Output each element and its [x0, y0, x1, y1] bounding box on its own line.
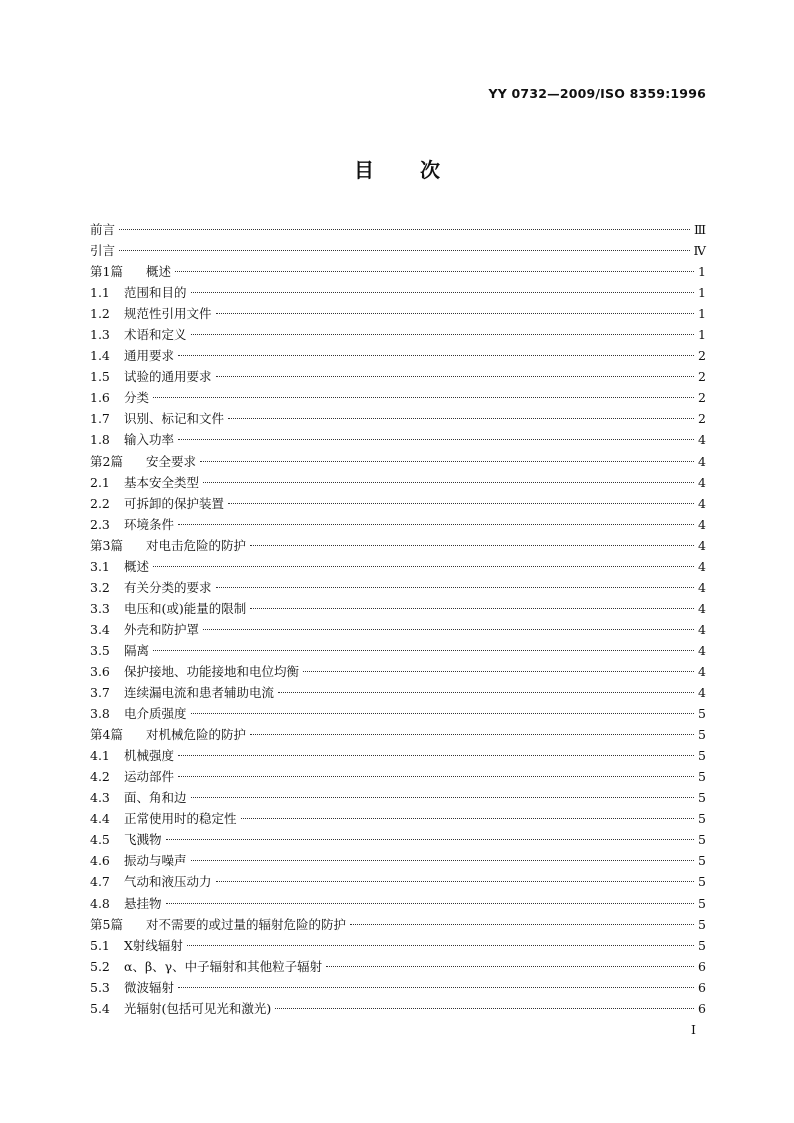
toc-entry-label: 外壳和防护罩: [124, 621, 200, 637]
toc-entry-number: 4.3: [90, 790, 110, 806]
dot-leader: [216, 312, 694, 314]
toc-entry[interactable]: [90, 661, 706, 682]
toc-entry-page: 5: [698, 895, 706, 911]
dot-leader: [153, 396, 694, 398]
toc-entry-page: 4: [698, 495, 706, 511]
toc-entry-number: 4.7: [90, 874, 110, 890]
table-of-contents: [90, 219, 706, 1019]
toc-entry[interactable]: [90, 766, 706, 787]
toc-entry-page: 5: [698, 748, 706, 764]
toc-entry-page: 4: [698, 537, 706, 553]
toc-entry[interactable]: [90, 871, 706, 892]
toc-entry-label: 连续漏电流和患者辅助电流: [124, 685, 275, 701]
toc-entry[interactable]: [90, 535, 706, 556]
dot-leader: [191, 333, 694, 335]
toc-entry-page: 4: [698, 642, 706, 658]
toc-entry[interactable]: [90, 850, 706, 871]
toc-entry-page: 2: [698, 348, 706, 364]
dot-leader: [216, 375, 694, 377]
toc-entry-number: 第4篇: [90, 727, 123, 743]
toc-entry-page: 4: [698, 663, 706, 679]
toc-entry-label: 对机械危险的防护: [146, 727, 247, 743]
dot-leader: [191, 796, 694, 798]
toc-entry-number: 3.1: [90, 558, 110, 574]
toc-entry-number: 1.6: [90, 390, 110, 406]
toc-entry[interactable]: [90, 324, 706, 345]
toc-entry[interactable]: [90, 956, 706, 977]
toc-entry-label: 规范性引用文件: [124, 306, 212, 322]
toc-entry[interactable]: [90, 303, 706, 324]
toc-entry-page: 4: [698, 558, 706, 574]
toc-entry-number: 4.2: [90, 769, 110, 785]
toc-entry-label: 光辐射(包括可见光和激光): [124, 1000, 272, 1016]
toc-entry-page: 4: [698, 579, 706, 595]
toc-entry-label: 面、角和边: [124, 790, 187, 806]
toc-entry[interactable]: [90, 787, 706, 808]
toc-entry-label: 前言: [90, 222, 116, 237]
toc-entry[interactable]: [90, 724, 706, 745]
toc-entry-page: 5: [698, 853, 706, 869]
toc-entry-page: 5: [698, 727, 706, 743]
toc-entry-label: 术语和定义: [124, 327, 187, 343]
toc-entry[interactable]: [90, 935, 706, 956]
toc-entry-label: 保护接地、功能接地和电位均衡: [124, 663, 300, 679]
dot-leader: [326, 965, 694, 967]
toc-entry-page: 5: [698, 832, 706, 848]
toc-entry[interactable]: [90, 745, 706, 766]
toc-entry[interactable]: [90, 577, 706, 598]
dot-leader: [119, 228, 690, 230]
dot-leader: [153, 649, 694, 651]
toc-entry-label: 概述: [124, 558, 150, 574]
toc-entry[interactable]: [90, 261, 706, 282]
toc-entry[interactable]: [90, 682, 706, 703]
dot-leader: [178, 986, 694, 988]
toc-entry[interactable]: [90, 408, 706, 429]
toc-entry-label: 通用要求: [124, 348, 175, 364]
toc-entry-label: 隔离: [124, 642, 150, 658]
dot-leader: [178, 523, 694, 525]
toc-entry-number: 2.1: [90, 474, 110, 490]
toc-entry-page: 5: [698, 874, 706, 890]
toc-entry[interactable]: [90, 387, 706, 408]
dot-leader: [166, 902, 694, 904]
toc-entry-label: 引言: [90, 243, 116, 259]
toc-entry-number: 1.7: [90, 411, 110, 427]
toc-entry[interactable]: [90, 703, 706, 724]
toc-entry-page: 1: [698, 306, 706, 322]
page-folio: Ⅰ: [691, 1022, 696, 1037]
toc-entry-label: 基本安全类型: [124, 474, 200, 490]
toc-entry-number: 第5篇: [90, 916, 123, 932]
toc-entry-page: 5: [698, 937, 706, 953]
dot-leader: [178, 754, 694, 756]
toc-entry-page: 4: [698, 453, 706, 469]
dot-leader: [191, 712, 694, 714]
toc-entry-label: 试验的通用要求: [124, 369, 212, 385]
toc-entry[interactable]: [90, 556, 706, 577]
toc-entry-label: 振动与噪声: [124, 853, 187, 869]
toc-entry-number: 5.4: [90, 1000, 110, 1016]
toc-entry[interactable]: [90, 493, 706, 514]
toc-entry[interactable]: [90, 514, 706, 535]
toc-entry-page: 1: [698, 285, 706, 301]
toc-entry-number: 5.2: [90, 958, 110, 974]
toc-entry-page: 4: [698, 432, 706, 448]
toc-entry[interactable]: [90, 808, 706, 829]
toc-entry-label: 可拆卸的保护装置: [124, 495, 225, 511]
toc-entry[interactable]: [90, 219, 706, 240]
toc-entry-label: 飞溅物: [124, 832, 162, 848]
toc-entry-label: 输入功率: [124, 432, 175, 448]
toc-entry[interactable]: [90, 451, 706, 472]
toc-entry-number: 4.5: [90, 832, 110, 848]
toc-entry-number: 1.5: [90, 369, 110, 385]
toc-entry-number: 3.3: [90, 600, 110, 616]
toc-entry-number: 1.4: [90, 348, 110, 364]
toc-entry[interactable]: [90, 282, 706, 303]
dot-leader: [178, 438, 694, 440]
toc-entry-number: 3.2: [90, 579, 110, 595]
toc-entry-page: 2: [698, 390, 706, 406]
dot-leader: [241, 817, 694, 819]
toc-entry-number: 第1篇: [90, 264, 123, 280]
toc-entry-number: 4.8: [90, 895, 110, 911]
toc-entry-page: 6: [698, 979, 706, 995]
toc-entry-page: 4: [698, 516, 706, 532]
toc-entry-label: 概述: [146, 264, 172, 280]
toc-entry-page: 5: [698, 769, 706, 785]
toc-entry-number: 3.6: [90, 663, 110, 679]
toc-entry-label: 正常使用时的稳定性: [124, 811, 237, 827]
toc-entry-page: 1: [698, 327, 706, 343]
toc-entry[interactable]: [90, 640, 706, 661]
dot-leader: [203, 628, 694, 630]
dot-leader: [119, 249, 689, 251]
toc-entry-page: Ⅳ: [693, 243, 706, 259]
toc-entry[interactable]: [90, 619, 706, 640]
toc-entry[interactable]: [90, 914, 706, 935]
toc-entry-label: 电压和(或)能量的限制: [124, 600, 247, 616]
dot-leader: [228, 417, 694, 419]
toc-entry-number: 1.1: [90, 285, 110, 301]
toc-entry-number: 第3篇: [90, 537, 123, 553]
dot-leader: [191, 859, 694, 861]
dot-leader: [303, 670, 694, 672]
toc-entry-number: 4.6: [90, 853, 110, 869]
toc-entry-label: 悬挂物: [124, 895, 162, 911]
dot-leader: [278, 691, 694, 693]
toc-entry-number: 3.8: [90, 706, 110, 722]
toc-entry-page: 5: [698, 706, 706, 722]
toc-entry-label: 环境条件: [124, 516, 175, 532]
toc-entry-page: Ⅲ: [693, 222, 706, 237]
toc-entry-page: 5: [698, 916, 706, 932]
toc-entry-number: 4.1: [90, 748, 110, 764]
toc-entry-page: 5: [698, 790, 706, 806]
toc-entry-page: 2: [698, 411, 706, 427]
toc-entry[interactable]: [90, 829, 706, 850]
dot-leader: [228, 502, 694, 504]
toc-entry-label: 识别、标记和文件: [124, 411, 225, 427]
toc-entry-label: α、β、γ、中子辐射和其他粒子辐射: [124, 958, 323, 974]
toc-entry-page: 4: [698, 685, 706, 701]
toc-entry-label: 气动和液压动力: [124, 874, 212, 890]
toc-entry-number: 2.2: [90, 495, 110, 511]
toc-entry-number: 第2篇: [90, 453, 123, 469]
toc-entry-number: 5.3: [90, 979, 110, 995]
dot-leader: [250, 607, 694, 609]
toc-entry-label: 电介质强度: [124, 706, 187, 722]
toc-entry[interactable]: [90, 598, 706, 619]
dot-leader: [153, 565, 694, 567]
toc-entry-page: 1: [698, 264, 706, 280]
toc-entry[interactable]: [90, 998, 706, 1019]
dot-leader: [275, 1007, 694, 1009]
toc-entry-number: 5.1: [90, 937, 110, 953]
dot-leader: [203, 481, 694, 483]
dot-leader: [187, 944, 694, 946]
dot-leader: [191, 291, 694, 293]
toc-entry-label: 对电击危险的防护: [146, 537, 247, 553]
toc-entry-label: 运动部件: [124, 769, 175, 785]
toc-entry[interactable]: [90, 345, 706, 366]
page-title: 目次: [354, 158, 486, 182]
toc-entry-page: 6: [698, 958, 706, 974]
toc-entry-number: 3.5: [90, 642, 110, 658]
dot-leader: [175, 270, 694, 272]
toc-entry-label: 机械强度: [124, 748, 175, 764]
toc-entry-label: 范围和目的: [124, 285, 187, 301]
toc-entry-label: 微波辐射: [124, 979, 175, 995]
toc-entry-number: 1.8: [90, 432, 110, 448]
dot-leader: [350, 923, 694, 925]
toc-entry-page: 6: [698, 1000, 706, 1016]
toc-entry[interactable]: [90, 893, 706, 914]
toc-entry[interactable]: [90, 977, 706, 998]
toc-entry-number: 3.4: [90, 621, 110, 637]
toc-entry-label: 分类: [124, 390, 150, 406]
toc-entry-number: 3.7: [90, 685, 110, 701]
dot-leader: [166, 838, 694, 840]
toc-entry-page: 4: [698, 474, 706, 490]
toc-entry-page: 5: [698, 811, 706, 827]
toc-entry-label: 对不需要的或过量的辐射危险的防护: [146, 916, 347, 932]
dot-leader: [216, 586, 694, 588]
dot-leader: [250, 544, 694, 546]
dot-leader: [200, 460, 694, 462]
toc-entry-label: X射线辐射: [124, 937, 183, 953]
dot-leader: [178, 775, 694, 777]
dot-leader: [250, 733, 694, 735]
toc-entry-label: 安全要求: [146, 453, 197, 469]
toc-entry[interactable]: [90, 240, 706, 261]
toc-entry-number: 2.3: [90, 516, 110, 532]
toc-entry-label: 有关分类的要求: [124, 579, 212, 595]
toc-entry-page: 2: [698, 369, 706, 385]
dot-leader: [178, 354, 694, 356]
toc-entry-number: 4.4: [90, 811, 110, 827]
toc-entry-page: 4: [698, 600, 706, 616]
dot-leader: [216, 880, 694, 882]
toc-entry-number: 1.3: [90, 327, 110, 343]
toc-entry[interactable]: [90, 472, 706, 493]
toc-entry[interactable]: [90, 429, 706, 450]
toc-entry-number: 1.2: [90, 306, 110, 322]
standard-code: YY 0732—2009/ISO 8359:1996: [488, 86, 706, 101]
toc-entry-page: 4: [698, 621, 706, 637]
toc-entry[interactable]: [90, 366, 706, 387]
